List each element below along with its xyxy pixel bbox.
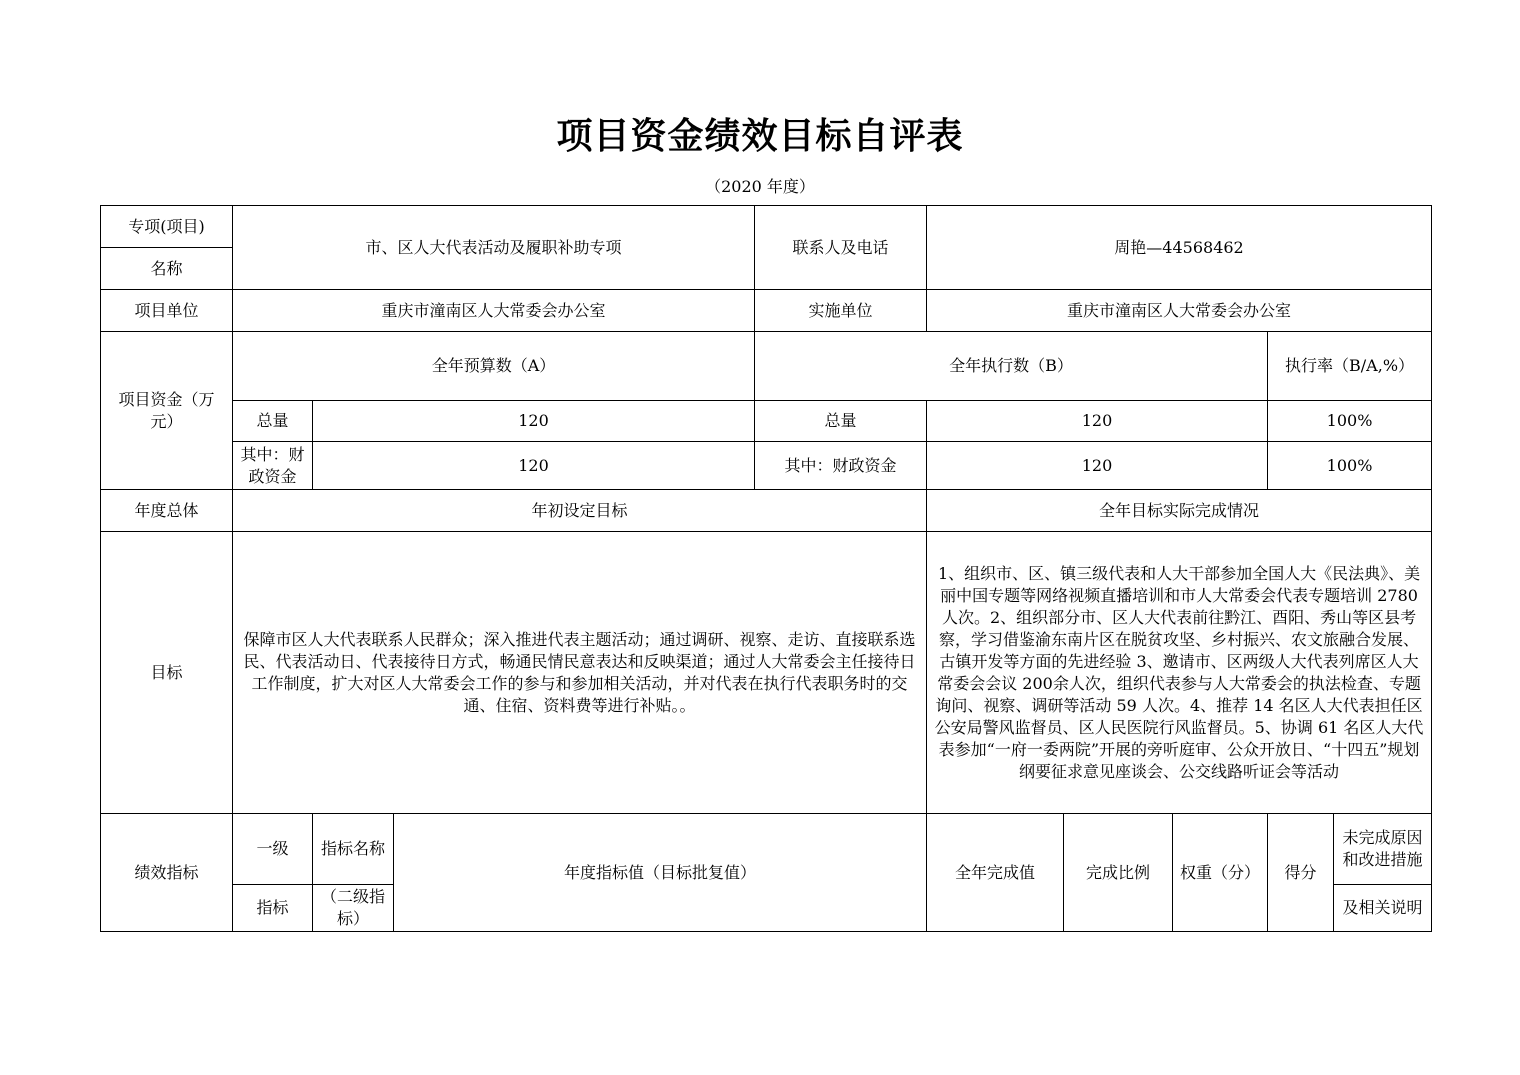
overall-label: 年度总体 xyxy=(101,490,233,532)
indicator-name-header-b: （二级指标） xyxy=(313,885,394,932)
funds-label: 项目资金（万元） xyxy=(101,332,233,490)
project-name-value: 市、区人大代表活动及履职补助专项 xyxy=(233,206,755,290)
indicator-name-header-a: 指标名称 xyxy=(313,814,394,885)
set-goal-text: 保障市区人大代表联系人民群众；深入推进代表主题活动；通过调研、视察、走访、直接联系选民、代表活动日、代表接待日方式，畅通民情民意表达和反映渠道；通过人大常委会主任接待日工作制度，扩大对区人大常委会工作的参与和参加相关活动，并对代表在执行代表职务时的交通、住宿、资料费等进行补贴。。 xyxy=(233,532,927,814)
total-exec-label: 总量 xyxy=(755,401,927,442)
level1-header-b: 指标 xyxy=(233,885,313,932)
project-unit-value: 重庆市潼南区人大常委会办公室 xyxy=(233,290,755,332)
actual-goal-header: 全年目标实际完成情况 xyxy=(927,490,1432,532)
fiscal-label: 其中：财政资金 xyxy=(233,442,313,490)
page-title: 项目资金绩效目标自评表 xyxy=(556,116,964,157)
impl-unit-label: 实施单位 xyxy=(755,290,927,332)
fiscal-exec-label: 其中：财政资金 xyxy=(755,442,927,490)
exec-header: 全年执行数（B） xyxy=(755,332,1268,401)
actual-value-header: 全年完成值 xyxy=(927,814,1064,932)
impl-unit-value: 重庆市潼南区人大常委会办公室 xyxy=(927,290,1432,332)
contact-value: 周艳—44568462 xyxy=(927,206,1432,290)
total-rate: 100% xyxy=(1268,401,1432,442)
ratio-header: 完成比例 xyxy=(1064,814,1173,932)
project-name-label-b: 名称 xyxy=(101,248,233,290)
reason-header-a: 未完成原因和改进措施 xyxy=(1334,814,1432,885)
fiscal-budget: 120 xyxy=(313,442,755,490)
goal-label: 目标 xyxy=(101,532,233,814)
indicators-label: 绩效指标 xyxy=(101,814,233,932)
target-value-header: 年度指标值（目标批复值） xyxy=(394,814,927,932)
score-header: 得分 xyxy=(1268,814,1334,932)
set-goal-header: 年初设定目标 xyxy=(233,490,927,532)
year-subtitle: （2020 年度） xyxy=(705,177,815,196)
total-budget: 120 xyxy=(313,401,755,442)
evaluation-table xyxy=(100,205,1432,932)
reason-header-b: 及相关说明 xyxy=(1334,885,1432,932)
total-exec: 120 xyxy=(927,401,1268,442)
project-name-label-a: 专项(项目) xyxy=(101,206,233,248)
total-label: 总量 xyxy=(233,401,313,442)
actual-goal-text: 1、组织市、区、镇三级代表和人大干部参加全国人大《民法典》、美丽中国专题等网络视频直播培训和市人大常委会代表专题培训 2780 人次。2、组织部分市、区人大代表前往黔江、酉阳、秀山等区县考察，学习借鉴渝东南片区在脱贫攻坚、乡村振兴、农文旅融合发展、古镇开发等方面的先进经验 3、邀请市、区两级人大代表列席区人大常委会会议 200余人次，组织代表参与人大常委会的执法检查、专题询问、视察、调研等活动 59 人次。4、推荐 14 名区人大代表担任区公安局警风监督员、区人民医院行风监督员。5、协调 61 名区人大代表参加“一府一委两院”开展的旁听庭审、公众开放日、“十四五”规划纲要征求意见座谈会、公交线路听证会等活动 xyxy=(927,532,1432,814)
weight-header: 权重（分） xyxy=(1173,814,1268,932)
budget-header: 全年预算数（A） xyxy=(233,332,755,401)
fiscal-exec: 120 xyxy=(927,442,1268,490)
fiscal-rate: 100% xyxy=(1268,442,1432,490)
level1-header-a: 一级 xyxy=(233,814,313,885)
contact-label: 联系人及电话 xyxy=(755,206,927,290)
rate-header: 执行率（B/A,%） xyxy=(1268,332,1432,401)
project-unit-label: 项目单位 xyxy=(101,290,233,332)
